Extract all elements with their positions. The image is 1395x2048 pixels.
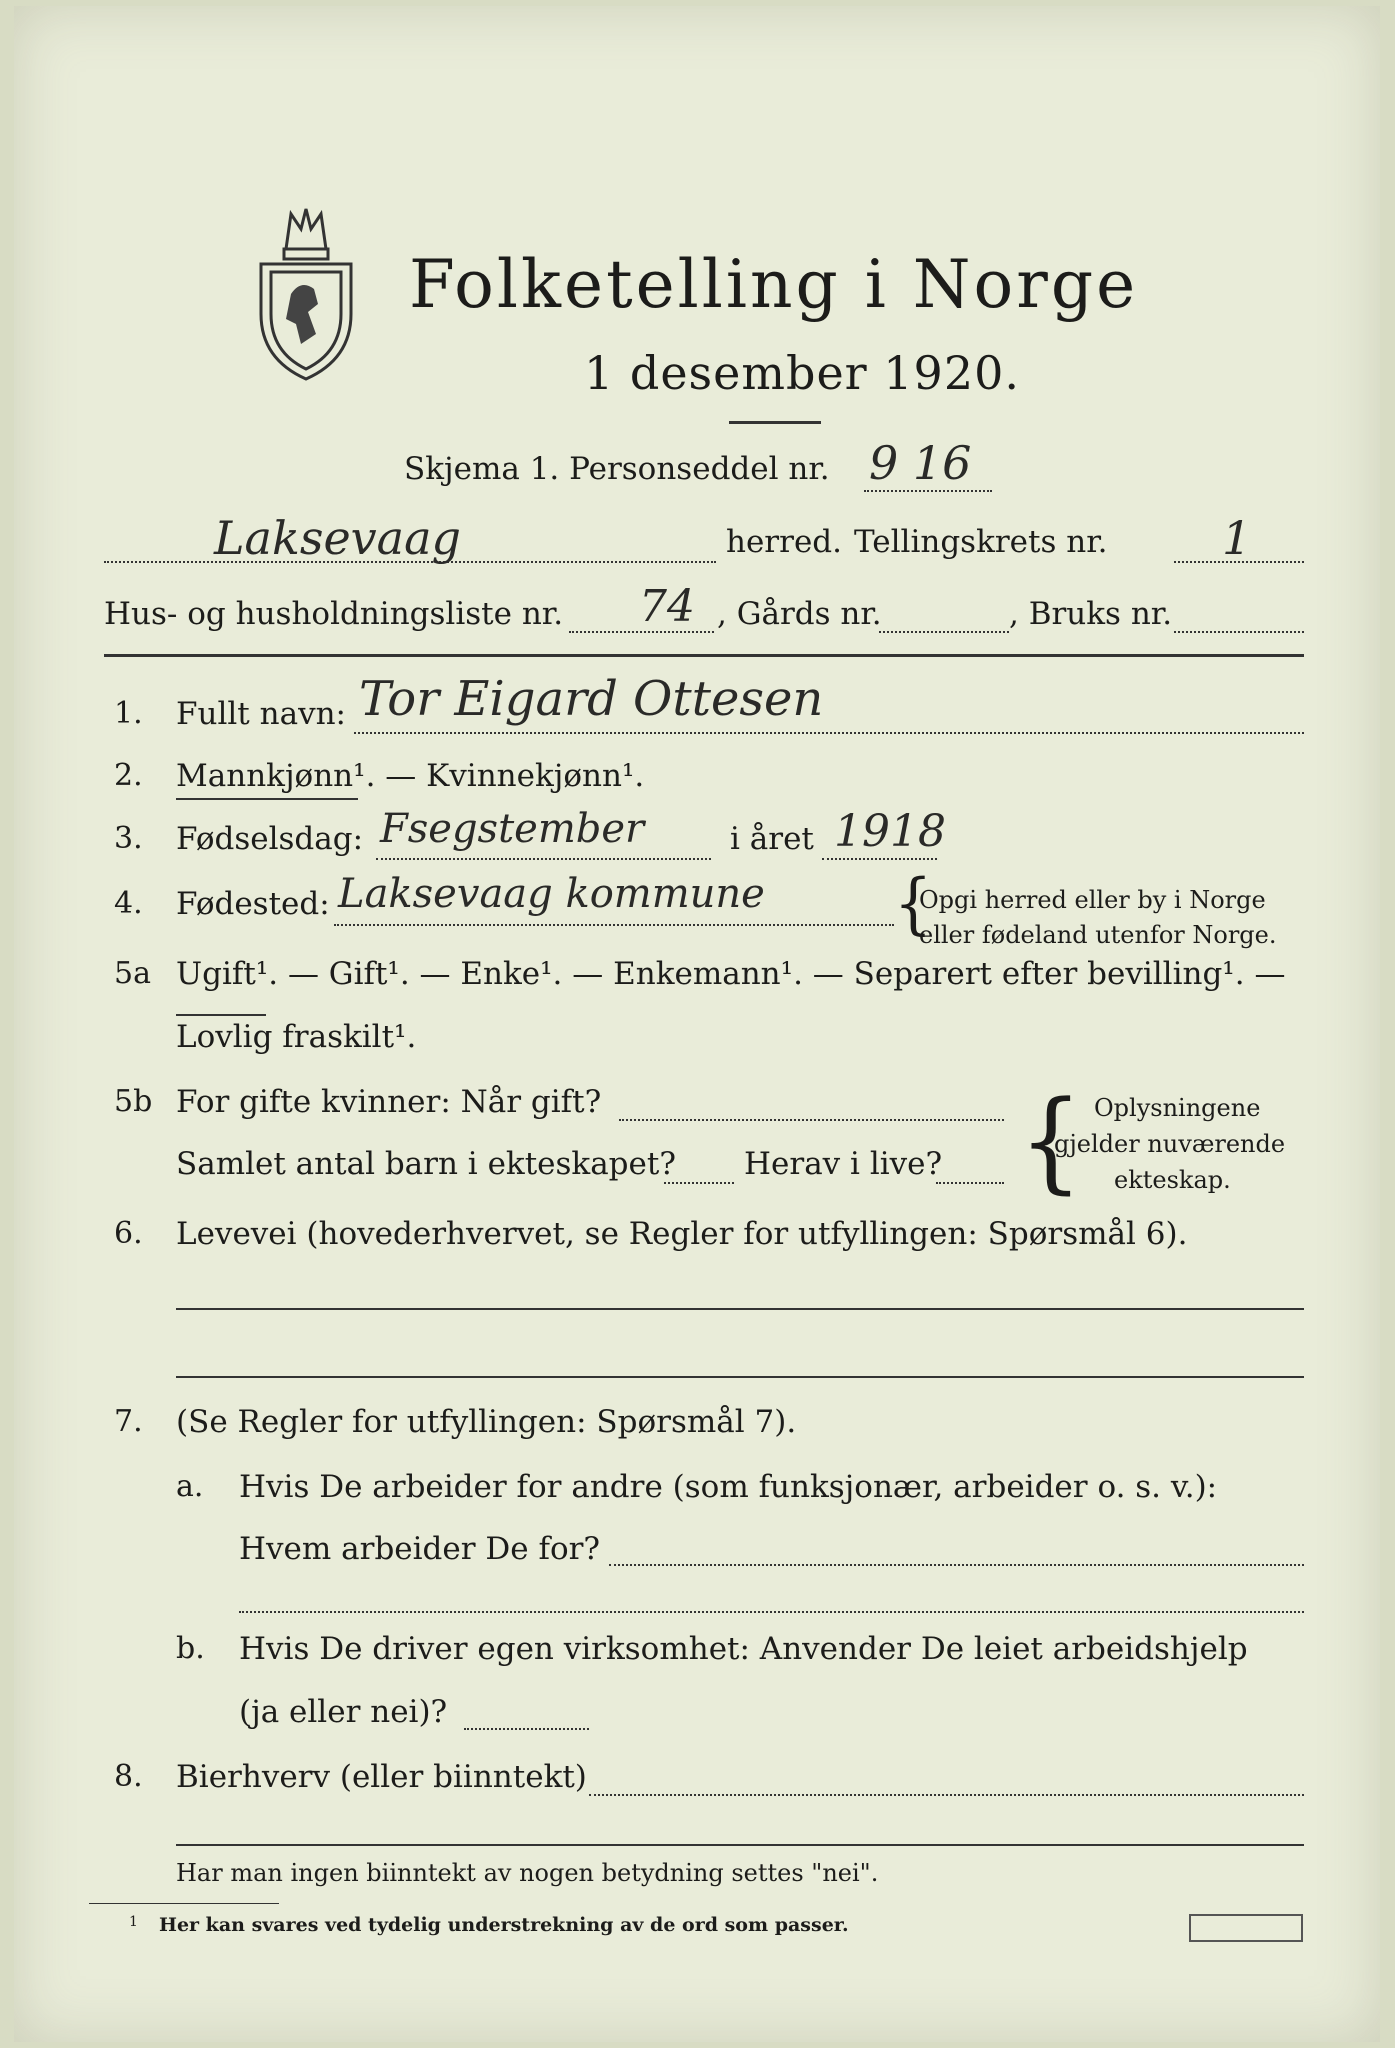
form-title: Folketelling i Norge — [409, 246, 1139, 323]
q6-line1 — [176, 1308, 1304, 1310]
q5a-number: 5a — [114, 956, 151, 991]
schema-label: Skjema 1. Personseddel nr. — [404, 451, 830, 487]
q5b-note-line1: Oplysningene — [1094, 1094, 1261, 1122]
q6-label: Levevei (hovederhvervet, se Regler for utfyllingen: Spørsmål 6). — [176, 1216, 1188, 1252]
q3-number: 3. — [114, 821, 143, 856]
q3-day-line — [376, 858, 711, 860]
q6-line2 — [176, 1376, 1304, 1378]
q4-label: Fødested: — [176, 886, 330, 922]
q4-line — [334, 924, 894, 926]
q5b-number: 5b — [114, 1084, 153, 1119]
q5a-label: Ugift¹. — Gift¹. — Enke¹. — Enkemann¹. — Separert efter bevilling¹. — — [176, 956, 1286, 992]
q5b-brace: { — [1019, 1076, 1083, 1205]
q7b-label: Hvis De driver egen virksomhet: Anvender De leiet arbeidshjelp — [239, 1631, 1248, 1667]
q7b-question: (ja eller nei)? — [239, 1694, 448, 1730]
q8-line2 — [176, 1844, 1304, 1846]
q7-label: (Se Regler for utfyllingen: Spørsmål 7). — [176, 1404, 797, 1440]
q4-brace: { — [894, 865, 933, 943]
gards-line — [879, 631, 1009, 633]
q1-number: 1. — [114, 696, 143, 731]
footnote-text: Her kan svares ved tydelig understrekning av de ord som passer. — [159, 1914, 849, 1936]
husliste-label: Hus- og husholdningsliste nr. — [104, 596, 564, 632]
tellingskrets-label: Tellingskrets nr. — [854, 524, 1108, 560]
printer-stamp — [1189, 1914, 1303, 1942]
q4-note-line2: eller fødeland utenfor Norge. — [919, 921, 1277, 949]
coat-of-arms-icon — [246, 194, 366, 384]
q6-number: 6. — [114, 1216, 143, 1251]
q5a-underline — [176, 1014, 266, 1016]
q1-value: Tor Eigard Ottesen — [359, 671, 824, 727]
bruks-line — [1174, 631, 1304, 633]
herred-label: herred. — [726, 524, 842, 560]
q3-year-label: i året — [730, 821, 814, 857]
form-date: 1 desember 1920. — [584, 346, 1020, 400]
q7a-label: Hvis De arbeider for andre (som funksjonær, arbeider o. s. v.): — [239, 1469, 1218, 1505]
q3-year-line — [822, 858, 937, 860]
footnote-mark: 1 — [129, 1914, 138, 1930]
q7a-line — [609, 1564, 1304, 1566]
q8-note: Har man ingen biinntekt av nogen betydning settes "nei". — [176, 1859, 879, 1887]
q7b-letter: b. — [176, 1631, 205, 1666]
q5b-label: For gifte kvinner: Når gift? — [176, 1084, 602, 1120]
q5a-label-cont: Lovlig fraskilt¹. — [176, 1019, 417, 1055]
q3-day-value: Fsegstember — [380, 806, 645, 852]
header-rule — [104, 654, 1304, 657]
q7a-letter: a. — [176, 1469, 204, 1504]
q8-label: Bierhverv (eller biinntekt) — [176, 1759, 587, 1795]
q8-number: 8. — [114, 1759, 143, 1794]
q5b-live-label: Herav i live? — [744, 1146, 943, 1182]
q3-year-value: 1918 — [834, 806, 946, 857]
gards-label: , Gårds nr. — [717, 596, 882, 632]
q1-label: Fullt navn: — [176, 696, 346, 732]
q3-label: Fødselsdag: — [176, 821, 364, 857]
q2-label: Mannkjønn¹. — Kvinnekjønn¹. — [176, 758, 645, 794]
q4-value: Laksevaag kommune — [338, 871, 765, 917]
q7-number: 7. — [114, 1404, 143, 1439]
bruks-label: , Bruks nr. — [1009, 596, 1173, 632]
husliste-value: 74 — [639, 581, 695, 632]
q5b-note-line2: gjelder nuværende — [1054, 1130, 1286, 1158]
q1-line — [354, 732, 1304, 734]
q7a-question: Hvem arbeider De for? — [239, 1531, 601, 1567]
q5b-live-line — [936, 1182, 1004, 1184]
q4-note-line1: Opgi herred eller by i Norge — [919, 886, 1266, 914]
census-form — [14, 6, 1380, 2042]
q5b-barn-line — [664, 1182, 734, 1184]
tellingskrets-value: 1 — [1222, 511, 1252, 565]
q2-number: 2. — [114, 758, 143, 793]
q4-number: 4. — [114, 886, 143, 921]
personseddel-line — [864, 490, 992, 492]
q5b-barn-label: Samlet antal barn i ekteskapet? — [176, 1146, 676, 1182]
q5b-line — [619, 1119, 1004, 1121]
q7b-line — [464, 1728, 589, 1730]
herred-value: Laksevaag — [214, 511, 461, 565]
q2-underline — [176, 798, 358, 800]
personseddel-number: 9 16 — [869, 436, 972, 490]
title-divider — [729, 421, 821, 424]
footnote-rule — [89, 1903, 279, 1904]
q8-line — [589, 1794, 1304, 1796]
q7a-line2 — [239, 1611, 1304, 1613]
q5b-note-line3: ekteskap. — [1114, 1166, 1231, 1194]
